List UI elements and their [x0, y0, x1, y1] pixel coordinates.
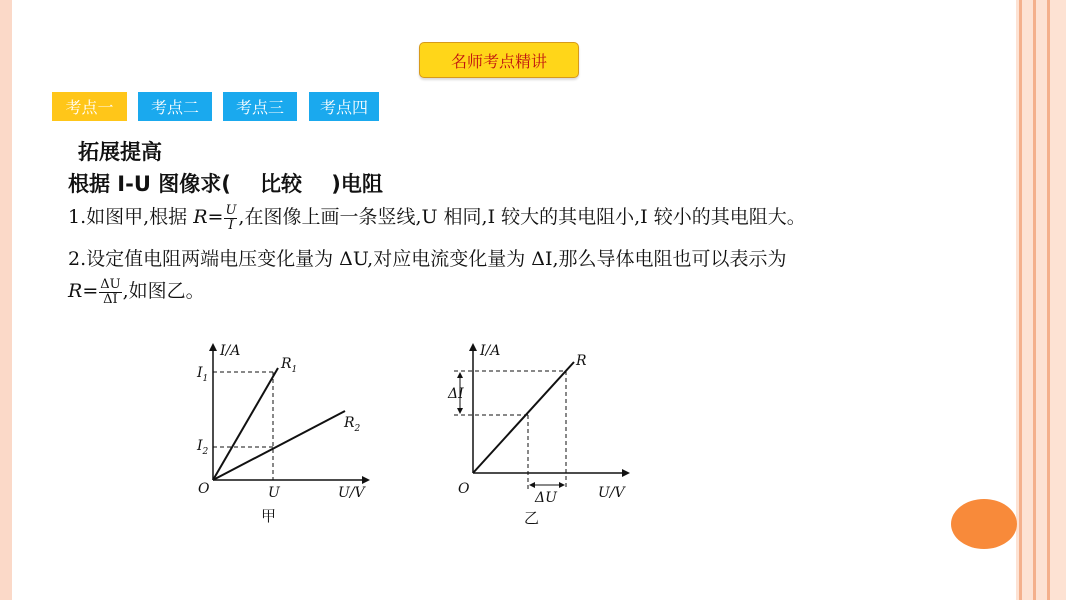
figure-caption: 乙: [524, 509, 540, 527]
r1-label: $R_1$: [281, 356, 298, 375]
section-title-badge: 名师考点精讲: [419, 42, 579, 78]
section-heading: 拓展提高: [78, 140, 162, 164]
origin-label: O: [198, 481, 210, 497]
section-subheading: 根据 I-U 图像求( 比较 )电阻: [68, 172, 383, 196]
delta-u-label: ΔU: [535, 490, 557, 506]
y-axis-label: I/A: [480, 343, 501, 359]
right-decorative-line: [1019, 0, 1022, 600]
line-r: [473, 362, 574, 473]
tick-i2-label: $I_2$: [197, 438, 209, 457]
r2-label: $R_2$: [344, 415, 361, 434]
right-decorative-line: [1047, 0, 1050, 600]
orange-circle-decoration: [951, 499, 1017, 549]
tick-u-label: U: [268, 485, 280, 501]
right-decorative-line: [1033, 0, 1036, 600]
tab-kaodian-1[interactable]: 考点一: [52, 92, 127, 121]
resistance-fraction: $\frac{U}{I}$: [225, 202, 237, 233]
delta-resistance-fraction: $\frac{\Delta U}{\Delta I}$: [100, 276, 121, 307]
item-2-formula: R= $\frac{\Delta U}{\Delta I}$ ,如图乙。: [68, 276, 205, 307]
figure-caption: 甲: [261, 507, 277, 525]
figure-yi: [438, 335, 648, 530]
tick-i1-label: $I_1$: [197, 365, 209, 384]
x-axis-label: U/V: [598, 485, 625, 501]
x-axis-label: U/V: [338, 485, 365, 501]
tab-kaodian-4[interactable]: 考点四: [309, 92, 379, 121]
r-label: R: [576, 353, 587, 369]
origin-label: O: [458, 481, 470, 497]
tab-kaodian-3[interactable]: 考点三: [223, 92, 297, 121]
delta-i-label: ΔI: [448, 386, 464, 402]
item-1-text: 1.如图甲,根据 R= $\frac{U}{I}$ ,在图像上画一条竖线,U 相同,I 较大的其电阻小,I 较小的其电阻大。: [68, 202, 806, 233]
right-decorative-band: [1016, 0, 1066, 600]
left-decorative-stripe: [0, 0, 12, 600]
item-2-text: 2.设定值电阻两端电压变化量为 ΔU,对应电流变化量为 ΔI,那么导体电阻也可以表示为: [68, 248, 787, 270]
figure-jia: [180, 335, 390, 530]
y-axis-label: I/A: [220, 343, 241, 359]
tab-kaodian-2[interactable]: 考点二: [138, 92, 212, 121]
